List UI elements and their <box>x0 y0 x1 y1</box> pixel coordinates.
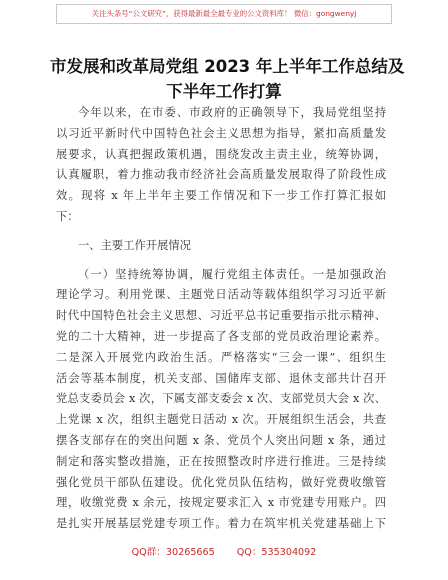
body-line: （一）坚持统筹协调，履行党组主体责任。一是加强政治 <box>78 267 386 281</box>
body-line: 时代中国特色社会主义思想、习近平总书记重要指示批示精神、 <box>56 309 386 323</box>
body-line: 展要求，认真把握政策机遇，围绕发改主责主业，统筹协调， <box>56 147 386 161</box>
body-line: 以习近平新时代中国特色社会主义思想为指导，紧扣高质量发 <box>56 126 386 140</box>
body-line: 理，收缴党费 x 余元，按规定要求汇入 x 市党建专用账户。四 <box>56 496 386 510</box>
title-line: 市发展和改革局党组 2023 年上半年工作总结及 <box>50 57 405 76</box>
promo-banner: 关注头条号“公文研究”，获得最新最全最专业的公文资料库！ 微信：gongwenyj <box>56 4 392 24</box>
title-line: 下半年工作打算 <box>166 82 282 101</box>
qq-text: QQ：535304092 <box>236 547 317 558</box>
body-line: 党的二十大精神，进一步提高了各支部的党员政治理论素养。 <box>56 329 386 343</box>
document-title <box>50 54 405 104</box>
body-line: 下： <box>56 209 79 223</box>
body-line: 制定和落实整改措施，正在按照整改时序进行推进。三是持续 <box>56 454 386 468</box>
body-line: 是扎实开展基层党建专项工作。着力在筑牢机关党建基础上下 <box>56 517 386 531</box>
body-line: 效。现将 x 年上半年主要工作情况和下一步工作打算汇报如 <box>56 189 386 203</box>
section-heading: 一、主要工作开展情况 <box>78 238 191 252</box>
body-line: 活会等基本制度，机关支部、国储库支部、退休支部共计召开 <box>56 371 386 385</box>
body-line: 二是深入开展党内政治生活。严格落实“三会一课”、组织生 <box>56 350 386 364</box>
qq-group-text: QQ群：30265665 <box>131 547 215 558</box>
body-line: 强化党员干部队伍建设。优化党员队伍结构，做好党费收缴管 <box>56 475 386 489</box>
document-body <box>56 103 386 535</box>
body-line: 摆各支部存在的突出问题 x 条、党员个人突出问题 x 条，通过 <box>56 433 386 447</box>
body-line: 党总支委员会 x 次，下属支部支委会 x 次、支部党员大会 x 次、 <box>56 392 386 406</box>
contact-footer <box>0 544 448 558</box>
body-line: 理论学习。利用党课、主题党日活动等载体组织学习习近平新 <box>56 288 386 302</box>
body-line: 今年以来，在市委、市政府的正确领导下，我局党组坚持 <box>78 106 386 119</box>
body-line: 认真履职，着力推动我市经济社会高质量发展取得了阶段性成 <box>56 168 386 182</box>
body-line: 上党课 x 次，组织主题党日活动 x 次。开展组织生活会，共查 <box>56 413 386 427</box>
